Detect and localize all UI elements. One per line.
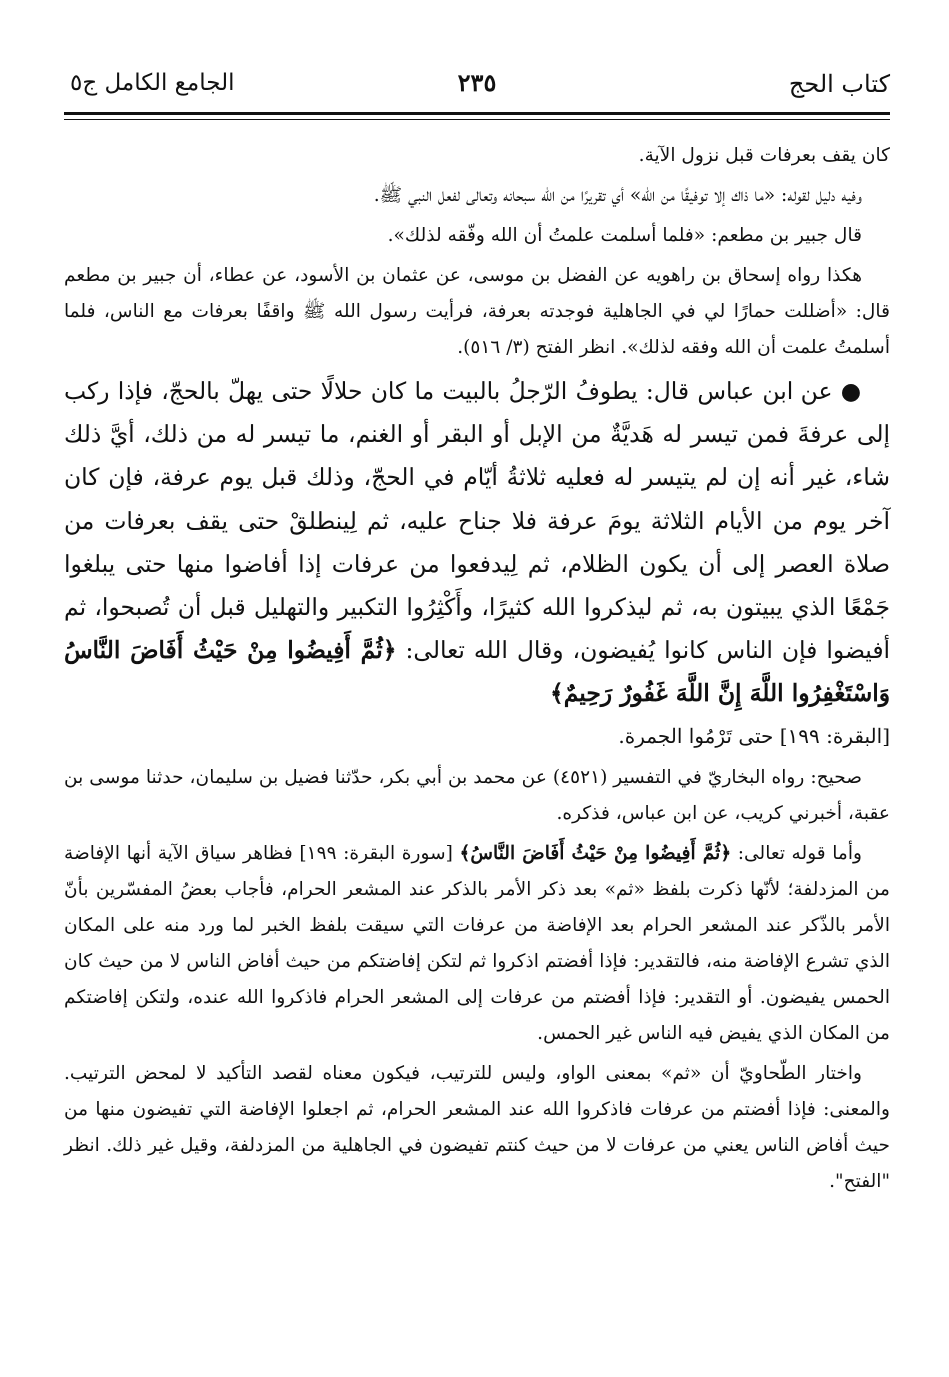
paragraph-tafsir: [64, 836, 890, 1052]
hadith-end: [البقرة: ١٩٩] حتى تَرْمُوا الجمرة.: [618, 723, 890, 748]
paragraph-tahawi: واختار الطّحاويّ أن «ثم» بمعنى الواو، وليس للترتيب، فيكون معناه لقصد التأكيد لا لمحض الترتيب. والمعنى: فإذا أفضتم من عرفات فاذكروا الله عند المشعر الحرام، ثم اجعلوا الإفاضة التي تفيضون منها من حيث أفاض الناس يعني من عرفات لا من حيث كنتم تفيضون في الجاهلية من المزدلفة، وقيل غير ذلك. انظر "الفتح".: [64, 1062, 890, 1192]
paragraph-evidence: وفيه دليل لقوله: «ما ذاك إلا توفيقًا من الله» أي تقريرًا من الله سبحانه وتعالى لفعل النبي ﷺ.: [373, 185, 862, 206]
page-number: ٢٣٥: [457, 68, 497, 97]
book-title: كتاب الحج: [788, 70, 890, 98]
paragraph-jubayr-quote: قال جبير بن مطعم: «فلما أسلمت علمتُ أن الله وفّقه لذلك».: [387, 225, 862, 246]
tafsir-quran-verse: ﴿ثُمَّ أَفِيضُوا مِنْ حَيْثُ أَفَاضَ النَّاسُ﴾: [459, 842, 732, 864]
hadith-text: عن ابن عباس قال: يطوفُ الرّجلُ بالبيت ما كان حلالًا حتى يهلّ بالحجّ، فإذا ركب إلى عرفةَ فمن تيسر له هَديَّةٌ من الإبل أو البقر أو الغنم، ما تيسر له من ذلك، أيَّ ذلك شاء، غير أنه إن لم يتيسر له فعليه ثلاثةُ أيّام في الحجّ، وذلك قبل يوم عرفة، فإن كان آخر يوم من الأيام الثلاثة يومَ عرفة فلا جناح عليه، ثم لِينطلقْ حتى يقف بعرفات من صلاة العصر إلى أن يكون الظلام، ثم لِيدفعوا من عرفات إذا أفاضوا منها حتى يبلغوا جَمْعًا الذي يبيتون به، ثم ليذكروا الله كثيرًا، وأَكْثِرُوا التكبير والتهليل قبل أن تُصبحوا، ثم أفيضوا فإن الناس كانوا يُفيضون، وقال الله تعالى:: [64, 377, 891, 665]
running-title: الجامع الكامل ج٥: [70, 70, 235, 96]
hadith-bullet: ●: [840, 377, 862, 405]
tafsir-text: [سورة البقرة: ١٩٩] فظاهر سياق الآية أنها الإفاضة من المزدلفة؛ لأنّها ذكرت بلفظ «ثم» بعد ذكر الأمر بالذكر عند المشعر الحرام، فأجاب بعضُ المفسّرين بأنّ الأمر بالذّكر عند المشعر الحرام بعد الإفاضة من عرفات التي سيقت بلفظ الخبر لما ورد منه على المكان الذي تشرع الإفاضة منه، فالتقدير: فإذا أفضتم اذكروا ثم لتكن إفاضتكم من حيث أفاض الناس لا من حيث كان الحمس يفيضون. أو التقدير: فإذا أفضتم من عرفات إلى المشعر الحرام فاذكروا الله عنده، ولتكن إفاضتكم من المكان الذي يفيض فيه الناس غير الحمس.: [64, 842, 890, 1044]
page-body: [64, 138, 890, 1200]
paragraph-takhrij: صحيح: رواه البخاريّ في التفسير (٤٥٢١) عن محمد بن أبي بكر، حدّثنا فضيل بن سليمان، حدثنا موسى بن عقبة، أخبرني كريب، عن ابن عباس، فذكره.: [64, 766, 890, 824]
paragraph-ishaq-narration: هكذا رواه إسحاق بن راهويه عن الفضل بن موسى، عن عثمان بن الأسود، عن عطاء، أن جبير بن مطعم قال: «أضللت حمارًا لي في الجاهلية فوجدته بعرفة، فرأيت رسول الله ﷺ واقفًا بعرفات مع الناس، فلما أسلمتُ علمت أن الله وفقه لذلك». انظر الفتح (٣/ ٥١٦).: [64, 265, 890, 358]
paragraph-continuation: كان يقف بعرفات قبل نزول الآية.: [638, 145, 890, 166]
header-rule-thin: [64, 119, 890, 120]
tafsir-intro: وأما قوله تعالى:: [737, 842, 862, 864]
header-rule-thick: [64, 112, 890, 115]
hadith-quran-verse: ﴿ثُمَّ أَفِيضُوا مِنْ حَيْثُ أَفَاضَ النَّاسُ وَاسْتَغْفِرُوا اللَّهَ إِنَّ اللَّهَ غَفُورٌ رَحِيمٌ﴾: [64, 636, 890, 708]
hadith-paragraph: [64, 370, 890, 716]
page-header: [64, 62, 890, 106]
